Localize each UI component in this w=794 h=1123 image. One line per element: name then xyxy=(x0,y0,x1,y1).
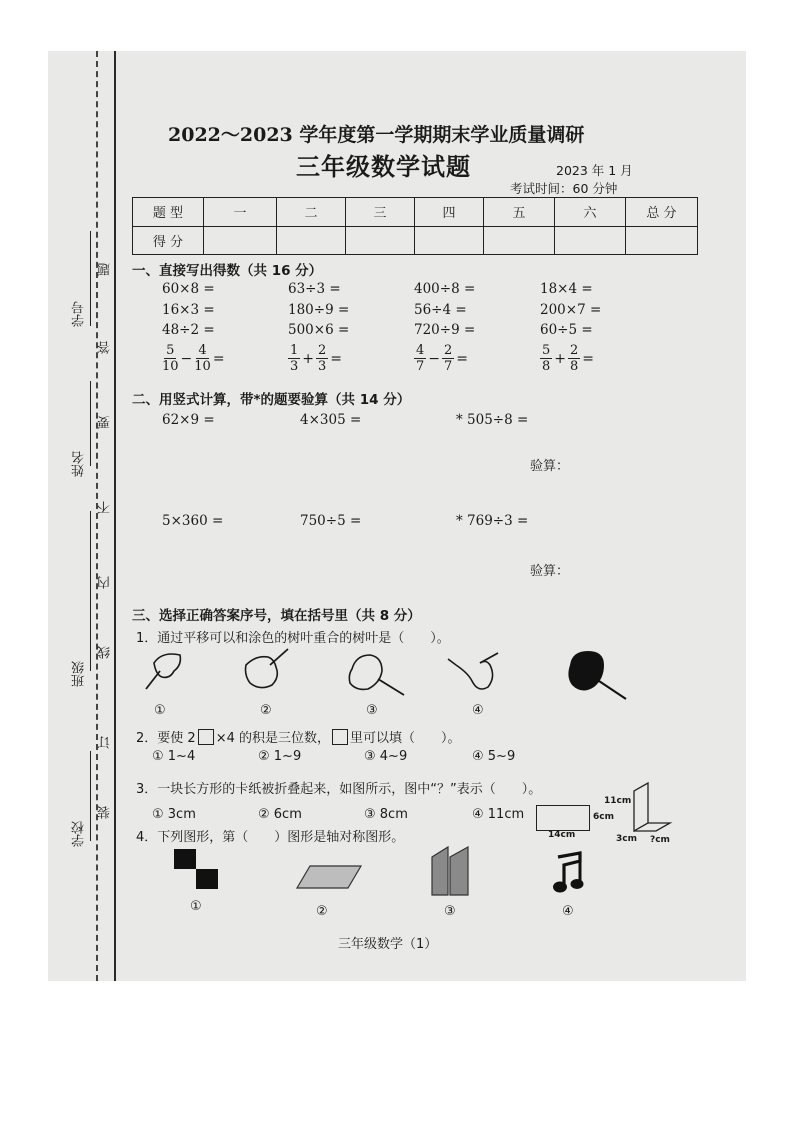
question-3: 3．一块长方形的卡纸被折叠起来，如图所示，图中“？”表示（ ）。 xyxy=(136,782,542,797)
section1-title: 一、直接写出得数（共 16 分） xyxy=(132,263,323,279)
vertical-calc-item: 62×9 = xyxy=(162,412,215,428)
shape-mark-3: ③ xyxy=(444,904,456,919)
section2-title: 二、用竖式计算，带*的题要验算（共 14 分） xyxy=(132,392,411,408)
score-row-label: 得 分 xyxy=(133,226,204,255)
score-header-4: 四 xyxy=(415,198,484,227)
leaf-shape-3 xyxy=(342,649,408,699)
exam-subtitle: 三年级数学试题 xyxy=(296,152,471,181)
fold-unknown-label: ?cm xyxy=(650,835,670,845)
calc-item: 400÷8 = xyxy=(414,281,476,297)
card-rectangle xyxy=(536,805,590,831)
vertical-calc-item: 5×360 = xyxy=(162,513,224,529)
score-table xyxy=(132,197,698,255)
binding-char-2: 订 xyxy=(98,736,113,749)
question-4: 4．下列图形，第（ ）图形是轴对称图形。 xyxy=(136,830,405,845)
q3-option-4: ④ 11cm xyxy=(472,807,525,822)
shape-mark-2: ② xyxy=(316,904,328,919)
fold-height-label: 11cm xyxy=(604,796,632,806)
score-cell[interactable] xyxy=(555,226,626,255)
section3-title: 三、选择正确答案序号，填在括号里（共 8 分） xyxy=(132,608,421,624)
blank-box xyxy=(332,729,348,745)
binding-char-3: 线 xyxy=(98,646,113,659)
binding-char-7: 答 xyxy=(98,341,113,354)
binding-char-6: 要 xyxy=(98,416,113,429)
check-label: 验算： xyxy=(530,459,570,474)
score-cell[interactable] xyxy=(626,226,698,255)
score-header-3: 三 xyxy=(346,198,415,227)
shape-double-trapezoid xyxy=(430,845,472,897)
score-cell[interactable] xyxy=(415,226,484,255)
score-cell[interactable] xyxy=(484,226,555,255)
vertical-calc-item: 750÷5 = xyxy=(300,513,362,529)
option-mark-2: ② xyxy=(260,703,272,718)
fraction-item: $\frac{1}{3}$ + $\frac{2}{3}$ = xyxy=(290,343,343,374)
q3-option-3: ③ 8cm xyxy=(364,807,408,822)
score-header-total: 总 分 xyxy=(626,198,698,227)
exam-time: 考试时间：60 分钟 xyxy=(510,181,618,196)
option-mark-1: ① xyxy=(154,703,166,718)
page-footer: 三年级数学（1） xyxy=(338,937,438,952)
leaf-shape-4 xyxy=(446,651,504,703)
shape-parallelogram xyxy=(294,863,364,891)
binding-char-1: 装 xyxy=(98,806,113,819)
field-school-line xyxy=(90,751,91,841)
leaf-shape-2 xyxy=(240,647,298,699)
score-header-5: 五 xyxy=(484,198,555,227)
vertical-calc-item: * 505÷8 = xyxy=(456,412,529,428)
card-width-label: 6cm xyxy=(593,812,614,822)
calc-item: 63÷3 = xyxy=(288,281,341,297)
field-name-label: 姓名 xyxy=(72,451,87,477)
binding-char-5: 不 xyxy=(98,501,113,514)
calc-item: 180÷9 = xyxy=(288,302,350,318)
field-number-line xyxy=(90,231,91,326)
fraction-item: $\frac{5}{10}$ − $\frac{4}{10}$ = xyxy=(162,343,225,374)
q3-option-2: ② 6cm xyxy=(258,807,302,822)
calc-item: 200×7 = xyxy=(540,302,602,318)
vertical-calc-item: 4×305 = xyxy=(300,412,362,428)
leaf-shape-1 xyxy=(140,649,196,701)
fold-side-label: 3cm xyxy=(616,834,637,844)
field-school-label: 学校 xyxy=(72,821,87,847)
calc-item: 500×6 = xyxy=(288,322,350,338)
exam-date: 2023 年 1 月 xyxy=(556,163,633,178)
score-header-6: 六 xyxy=(555,198,626,227)
calc-item: 60÷5 = xyxy=(540,322,593,338)
blank-box xyxy=(198,729,214,745)
option-mark-4: ④ xyxy=(472,703,484,718)
score-cell[interactable] xyxy=(346,226,415,255)
score-cell[interactable] xyxy=(277,226,346,255)
option-mark-3: ③ xyxy=(366,703,378,718)
field-number-label: 学号 xyxy=(72,301,87,327)
exam-title: 2022～2023 学年度第一学期期末学业质量调研 xyxy=(168,124,585,146)
calc-item: 48÷2 = xyxy=(162,322,215,338)
calc-item: 720÷9 = xyxy=(414,322,476,338)
q2-option-4: ④ 5~9 xyxy=(472,749,516,764)
q2-option-2: ② 1~9 xyxy=(258,749,302,764)
score-header-2: 二 xyxy=(277,198,346,227)
binding-char-4: 内 xyxy=(98,576,113,589)
leaf-shape-shaded xyxy=(564,647,630,703)
score-header-type: 题 型 xyxy=(133,198,204,227)
fraction-item: $\frac{4}{7}$ − $\frac{2}{7}$ = xyxy=(416,343,469,374)
field-name-line xyxy=(90,381,91,466)
calc-item: 16×3 = xyxy=(162,302,215,318)
binding-solid-line xyxy=(114,51,116,981)
q3-option-1: ① 3cm xyxy=(152,807,196,822)
calc-item: 18×4 = xyxy=(540,281,593,297)
check-label: 验算： xyxy=(530,564,570,579)
question-1: 1．通过平移可以和涂色的树叶重合的树叶是（ ）。 xyxy=(136,631,450,646)
question-2: 2．要使 2 ×4 的积是三位数， 里可以填（ ）。 xyxy=(136,727,461,746)
music-note-icon xyxy=(550,851,590,899)
calc-item: 56÷4 = xyxy=(414,302,467,318)
calc-item: 60×8 = xyxy=(162,281,215,297)
q2-option-3: ③ 4~9 xyxy=(364,749,408,764)
q2-option-1: ① 1~4 xyxy=(152,749,196,764)
score-header-1: 一 xyxy=(204,198,277,227)
shape-mark-4: ④ xyxy=(562,904,574,919)
field-class-line xyxy=(90,511,91,671)
shape-mark-1: ① xyxy=(190,899,202,914)
exam-paper xyxy=(48,51,746,981)
binding-dashed-line xyxy=(96,51,98,981)
shape-squares xyxy=(172,847,220,893)
vertical-calc-item: * 769÷3 = xyxy=(456,513,529,529)
field-class-label: 班级 xyxy=(72,661,87,687)
binding-char-8: 题 xyxy=(98,263,113,276)
score-cell[interactable] xyxy=(204,226,277,255)
fraction-item: $\frac{5}{8}$ + $\frac{2}{8}$ = xyxy=(542,343,595,374)
card-length-label: 14cm xyxy=(548,830,576,840)
